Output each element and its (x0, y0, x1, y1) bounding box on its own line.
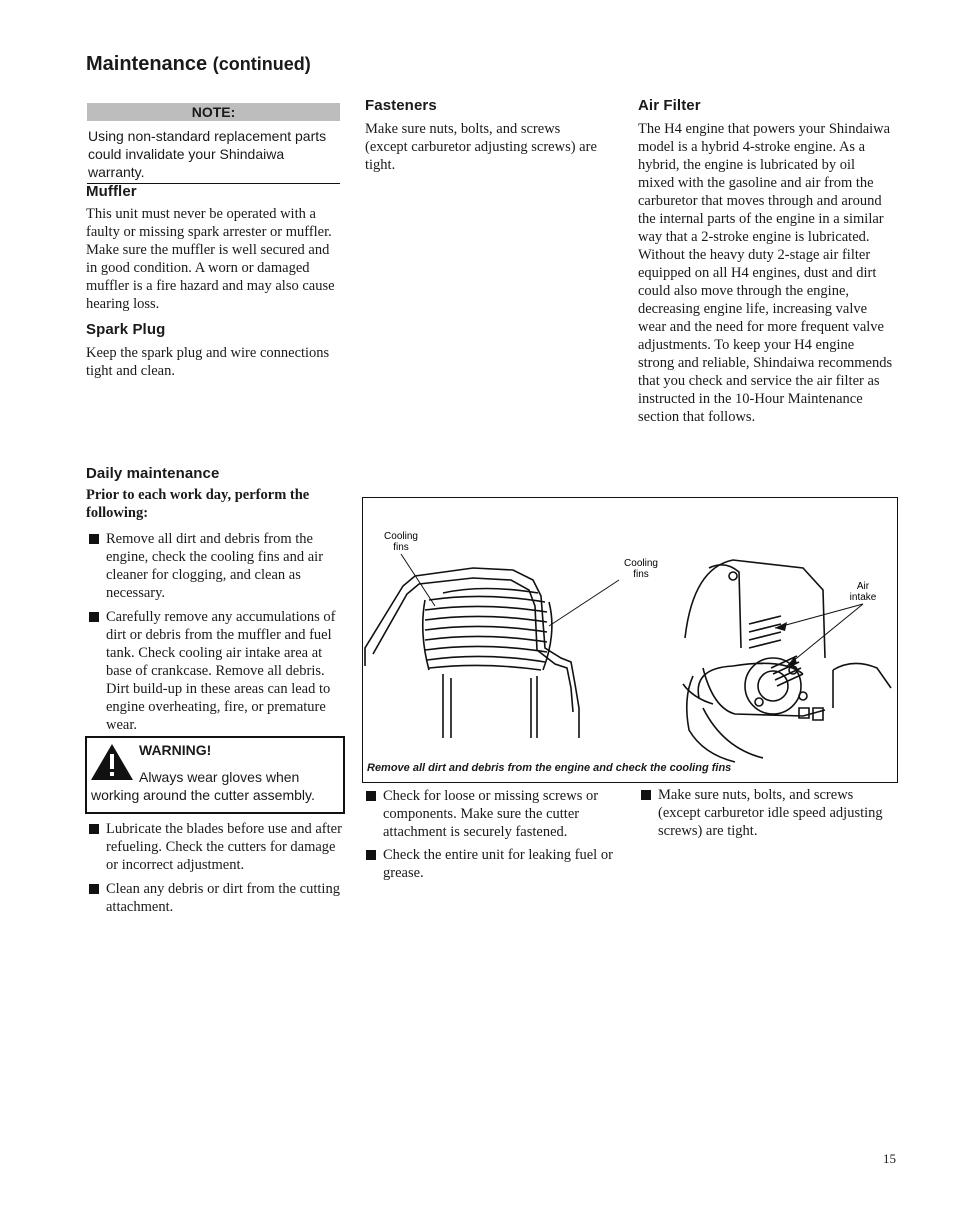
engine-illustration (363, 498, 897, 782)
page-title-main: Maintenance (86, 53, 208, 75)
figure-caption: Remove all dirt and debris from the engine and check the cooling fins (367, 762, 732, 774)
note-box (87, 103, 340, 184)
air-filter-text: The H4 engine that powers your Shindaiwa model is a hybrid 4-stroke engine. As a hybrid, the engine is lubricated by oil mixed with the gasoline and air from the carburetor that moves through and around the internal parts of the engine in a similar way that a 2-stroke engine is lubricated. Without the heavy duty 2-stage air filter equipped on all H4 engines, dust and dirt could also move through the engine, decreasing engine life, increasing valve wear and the need for more frequent valve adjustments. To keep your H4 engine strong and reliable, Shindaiwa recommends that you check and service the air filter as instructed in the 10-Hour Maintenance section that follows. (638, 121, 893, 425)
warning-text: Always wear gloves when working around the cutter assembly. (91, 769, 315, 803)
square-bullet-icon (89, 824, 99, 834)
page-number: 15 (883, 1151, 896, 1166)
square-bullet-icon (641, 790, 651, 800)
list-item: Carefully remove any accumulations of dirt or debris from the muffler and fuel tank. Check cooling air intake area at base of crankcase. Remove all debris. Dirt build-up in these areas can lead to engine overheating, fire, or premature wear. (86, 608, 342, 734)
list-item: Make sure nuts, bolts, and screws (except carburetor idle speed adjusting screws) are tight. (638, 786, 896, 840)
warning-label: WARNING! (139, 742, 212, 758)
col2-bullet-list (363, 787, 623, 882)
page-title-suffix: (continued) (212, 54, 311, 74)
list-item: Check the entire unit for leaking fuel or grease. (363, 846, 623, 882)
spark-plug-heading: Spark Plug (86, 321, 166, 338)
note-label: NOTE: (87, 103, 340, 121)
label-air-intake: Air intake (849, 581, 877, 603)
daily-intro: Prior to each work day, perform the following: (86, 487, 310, 521)
daily-bullet-list (86, 530, 342, 734)
col3-bullet-list (638, 786, 896, 840)
square-bullet-icon (89, 534, 99, 544)
muffler-heading: Muffler (86, 183, 137, 200)
list-item: Remove all dirt and debris from the engine, check the cooling fins and air cleaner for clogging, and clean as necessary. (86, 530, 342, 602)
page-title (86, 53, 311, 76)
daily-heading: Daily maintenance (86, 465, 220, 482)
engine-figure (362, 497, 898, 783)
daily-bullet-list-2 (86, 820, 344, 916)
square-bullet-icon (89, 884, 99, 894)
list-item: Clean any debris or dirt from the cutting attachment. (86, 880, 344, 916)
square-bullet-icon (89, 612, 99, 622)
list-item: Check for loose or missing screws or components. Make sure the cutter attachment is securely fastened. (363, 787, 623, 841)
square-bullet-icon (366, 791, 376, 801)
square-bullet-icon (366, 850, 376, 860)
list-item: Lubricate the blades before use and after refueling. Check the cutters for damage or incorrect adjustment. (86, 820, 344, 874)
warning-box (85, 736, 345, 814)
spark-plug-text: Keep the spark plug and wire connections tight and clean. (86, 345, 330, 379)
air-filter-heading: Air Filter (638, 97, 701, 114)
fasteners-heading: Fasteners (365, 97, 437, 114)
muffler-text: This unit must never be operated with a faulty or missing spark arrester or muffler. Make sure the muffler is well secured and in good condition. A worn or damaged muffler is a fire hazard and may also cause hearing loss. (86, 206, 335, 312)
label-cooling-fins-1: Cooling fins (384, 531, 418, 553)
fasteners-text: Make sure nuts, bolts, and screws (except carburetor adjusting screws) are tight. (365, 121, 597, 173)
note-text: Using non-standard replacement parts could invalidate your Shindaiwa warranty. (87, 121, 340, 184)
label-cooling-fins-2: Cooling fins (624, 558, 658, 580)
